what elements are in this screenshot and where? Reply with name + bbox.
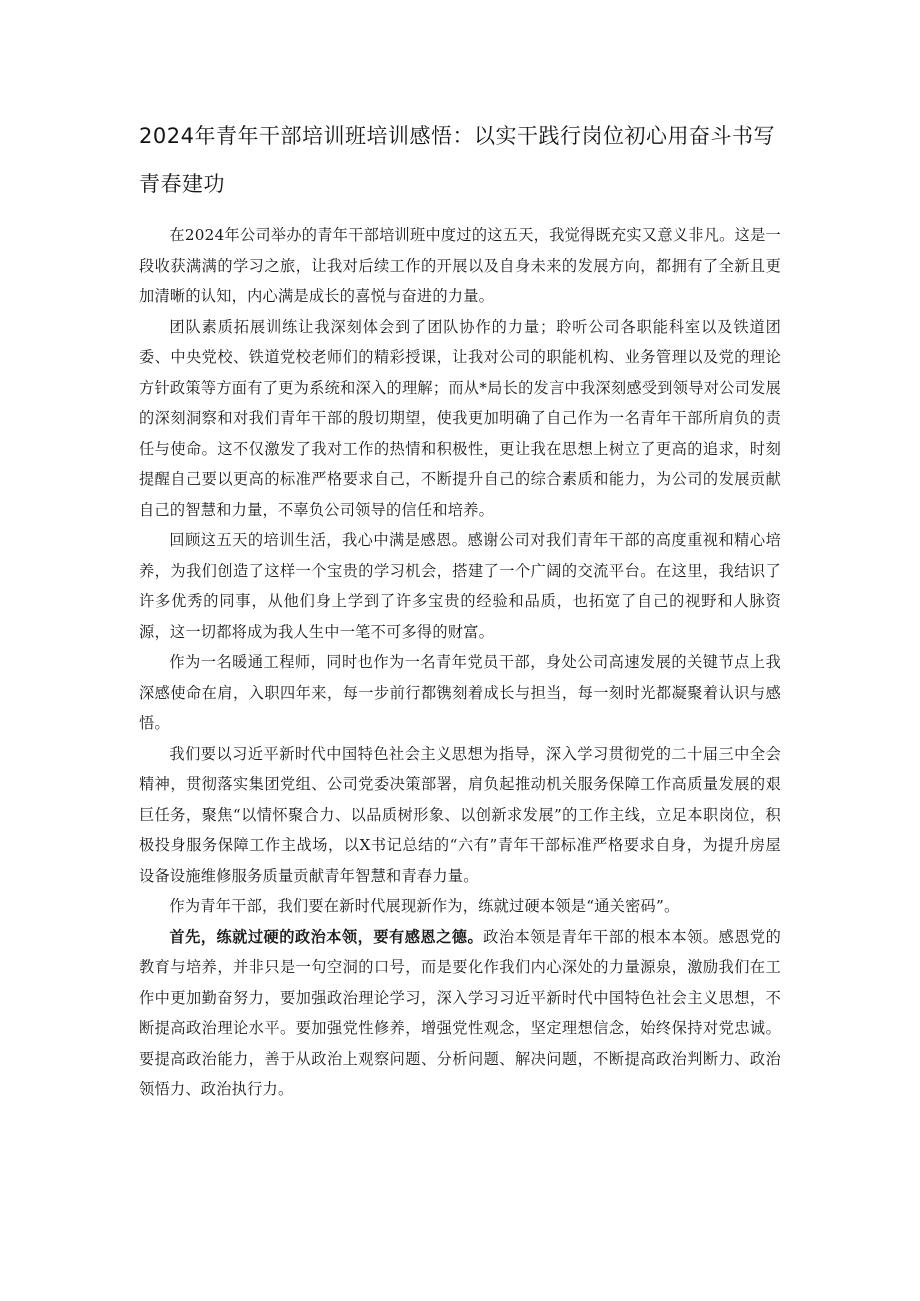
paragraph-7 (139, 922, 781, 1105)
paragraph-1 (139, 220, 781, 312)
paragraph-2 (139, 312, 781, 526)
paragraph-text: 政治本领是青年干部的根本本领。感恩党的教育与培养，并非只是一句空洞的口号，而是要化作我们内心深处的力量源泉，激励我们在工作中更加勤奋努力，要加强政治理论学习，深入学习习近平新时代中国特色社会主义思想，不断提高政治理论水平。要加强党性修养，增强党性观念，坚定理想信念，始终保持对党忠诚。要提高政治能力，善于从政治上观察问题、分析问题、解决问题，不断提高政治判断力、政治领悟力、政治执行力。 (139, 927, 782, 1098)
paragraph-4 (139, 647, 781, 739)
paragraph-lead-bold: 首先，练就过硬的政治本领，要有感恩之德。 (169, 927, 484, 946)
document-body (139, 220, 781, 1105)
paragraph-text: 在2024年公司举办的青年干部培训班中度过的这五天，我觉得既充实又意义非凡。这是一段收获满满的学习之旅，让我对后续工作的开展以及自身未来的发展方向，都拥有了全新且更加清晰的认知，内心满是成长的喜悦与奋进的力量。 (139, 226, 781, 305)
document-title: 2024年青年干部培训班培训感悟：以实干践行岗位初心用奋斗书写青春建功 (139, 124, 775, 196)
paragraph-3 (139, 525, 781, 647)
paragraph-text: 我们要以习近平新时代中国特色社会主义思想为指导，深入学习贯彻党的二十届三中全会精神，贯彻落实集团党组、公司党委决策部署，肩负起推动机关服务保障工作高质量发展的艰巨任务，聚焦“以情怀聚合力、以品质树形象、以创新求发展”的工作主线，立足本职岗位，积极投身服务保障工作主战场，以X书记总结的“六有”青年干部标准严格要求自身，为提升房屋设备设施维修服务质量贡献青年智慧和青春力量。 (139, 744, 781, 885)
paragraph-text: 团队素质拓展训练让我深刻体会到了团队协作的力量；聆听公司各职能科室以及铁道团委、中央党校、铁道党校老师们的精彩授课，让我对公司的职能机构、业务管理以及党的理论方针政策等方面有了更为系统和深入的理解；而从*局长的发言中我深刻感受到领导对公司发展的深刻洞察和对我们青年干部的殷切期望，使我更加明确了自己作为一名青年干部所肩负的责任与使命。这不仅激发了我对工作的热情和积极性，更让我在思想上树立了更高的追求，时刻提醒自己要以更高的标准严格要求自己，不断提升自己的综合素质和能力，为公司的发展贡献自己的智慧和力量，不辜负公司领导的信任和培养。 (139, 317, 781, 519)
paragraph-5 (139, 739, 781, 892)
paragraph-text: 作为青年干部，我们要在新时代展现新作为，练就过硬本领是“通关密码”。 (169, 897, 680, 915)
paragraph-text: 回顾这五天的培训生活，我心中满是感恩。感谢公司对我们青年干部的高度重视和精心培养，为我们创造了这样一个宝贵的学习机会，搭建了一个广阔的交流平台。在这里，我结识了许多优秀的同事，从他们身上学到了许多宝贵的经验和品质，也拓宽了自己的视野和人脉资源，这一切都将成为我人生中一笔不可多得的财富。 (139, 531, 781, 641)
paragraph-6 (139, 891, 781, 922)
paragraph-text: 作为一名暖通工程师，同时也作为一名青年党员干部，身处公司高速发展的关键节点上我深感使命在肩，入职四年来，每一步前行都镌刻着成长与担当，每一刻时光都凝聚着认识与感悟。 (139, 653, 781, 732)
